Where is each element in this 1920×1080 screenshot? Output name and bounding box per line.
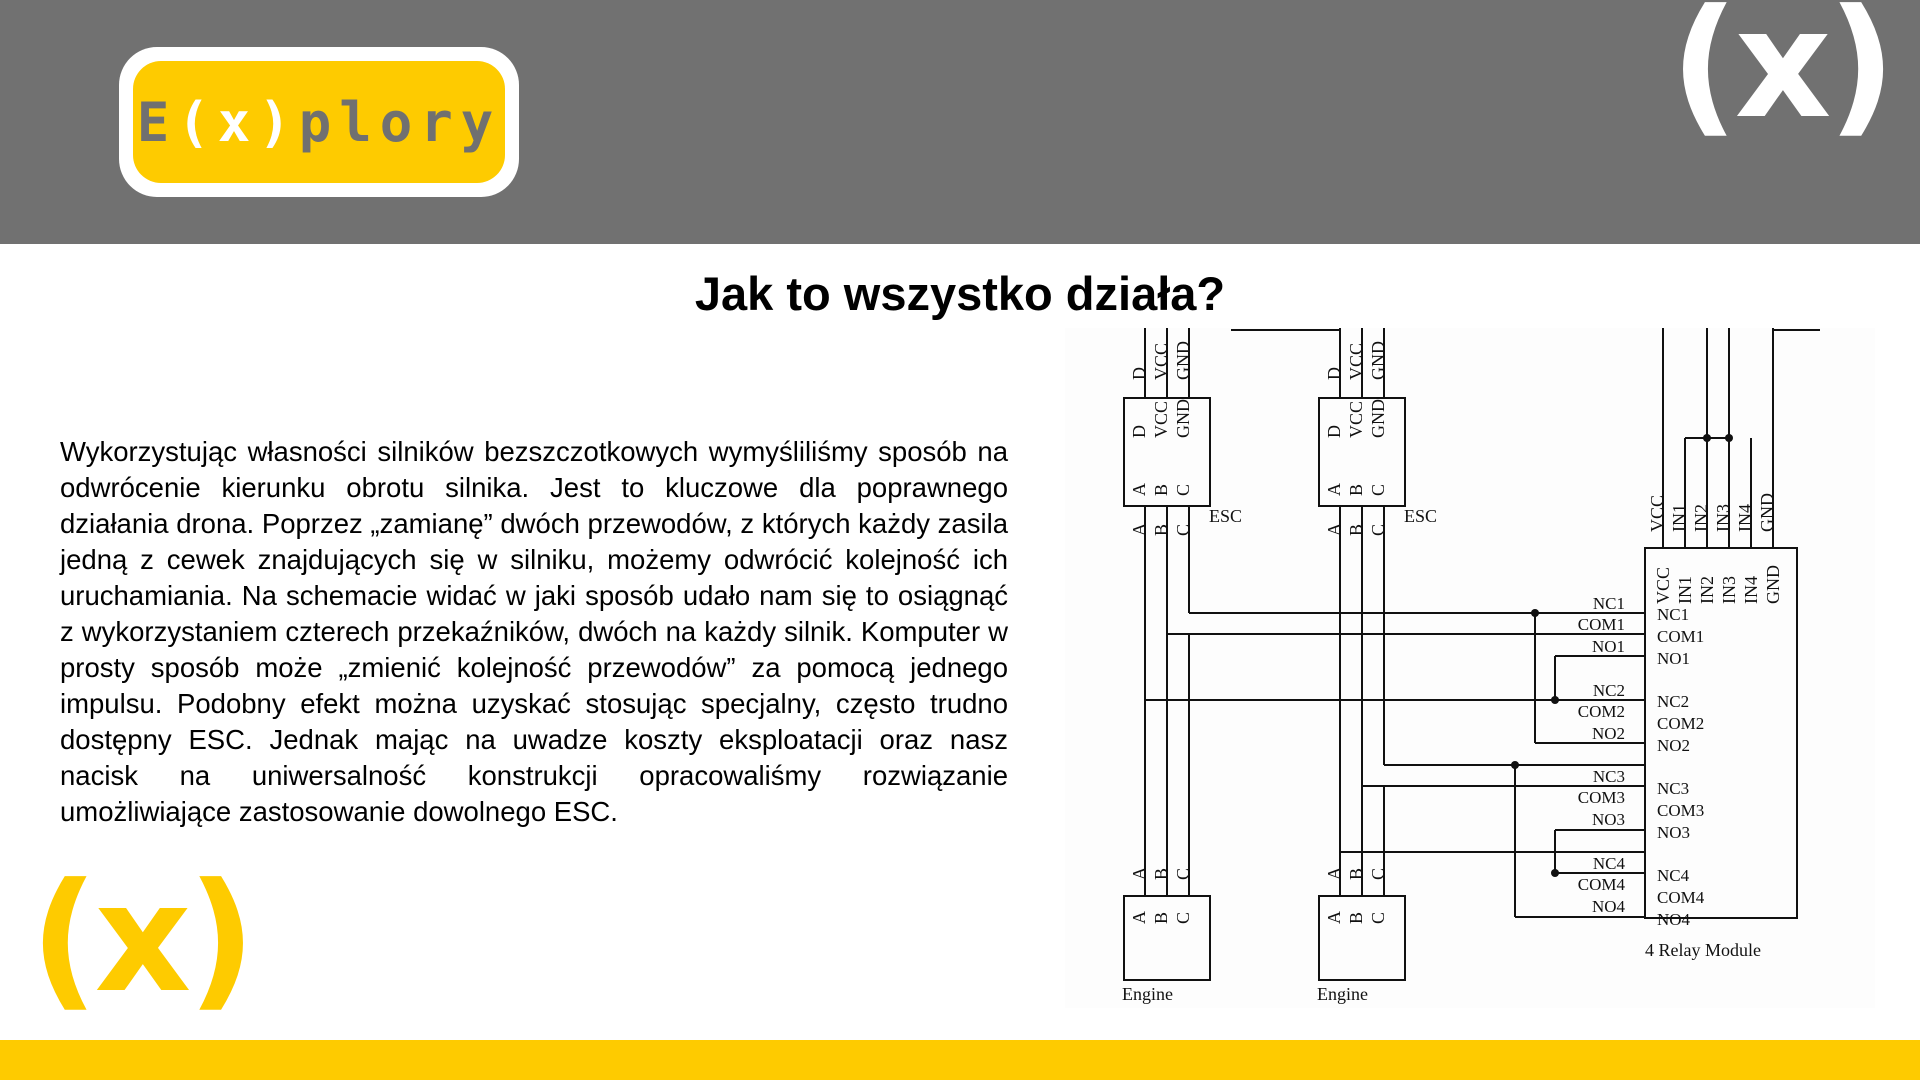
relay-no2: NO2 bbox=[1657, 736, 1691, 755]
relay-in-gnd: GND bbox=[1763, 565, 1783, 604]
relay-no3: NO3 bbox=[1657, 823, 1691, 842]
engine2-label: Engine bbox=[1317, 984, 1368, 1004]
eng1-top-c: C bbox=[1173, 867, 1193, 880]
esc1-in-d: D bbox=[1129, 425, 1149, 438]
description-paragraph: Wykorzystując własności silników bezszczotkowych wymyśliliśmy sposób na odwrócenie kierunku obrotu silnika. Jest to kluczowe dla poprawnego działania drona. Poprzez „zamianę” dwóch przewodów, z których każdy zasila jedną z cewek znajdujących się w silniku, możemy odwrócić kolejność ich uruchamiania. Na schemacie widać w jaki sposób udało nam się to osiągnąć z wykorzystaniem czterech przekaźników, dwóch na każdy silnik. Komputer w prosty sposób może „zmienić kolejność przewodów” za pomocą jednego impulsu. Podobny efekt można uzyskać stosując specjalny, często trudno dostępny ESC. Jednak mając na uwadze koszty eksploatacji oraz nasz nacisk na uniwersalność konstrukcji opracowaliśmy rozwiązanie umożliwiające zastosowanie dowolnego ESC. bbox=[60, 436, 1008, 827]
logo-inner bbox=[133, 61, 505, 183]
wire-no3: NO3 bbox=[1591, 810, 1625, 829]
esc2-pin-d: D bbox=[1324, 367, 1344, 380]
eng1-in-b: B bbox=[1151, 911, 1171, 924]
esc2-in-b: B bbox=[1346, 483, 1366, 496]
eng2-in-b: B bbox=[1346, 911, 1366, 924]
esc2-in-vcc: VCC bbox=[1346, 400, 1366, 438]
esc1-out-a: A bbox=[1129, 523, 1149, 536]
relay-in-in1: IN1 bbox=[1675, 576, 1695, 604]
relay-pin-gnd: GND bbox=[1757, 493, 1777, 532]
relay-in-in2: IN2 bbox=[1697, 576, 1717, 604]
relay-com4: COM4 bbox=[1657, 888, 1705, 907]
esc2-pin-vcc: VCC bbox=[1346, 342, 1366, 380]
wire-nc1: NC1 bbox=[1592, 594, 1625, 613]
engine-1-box bbox=[1124, 896, 1210, 980]
esc2-out-b: B bbox=[1346, 523, 1366, 536]
relay-pin-vcc: VCC bbox=[1647, 494, 1667, 532]
relay-no4: NO4 bbox=[1657, 910, 1691, 929]
esc1-out-b: B bbox=[1151, 523, 1171, 536]
wire-nc2: NC2 bbox=[1592, 681, 1625, 700]
esc1-in-a: A bbox=[1129, 483, 1149, 496]
relay-com1: COM1 bbox=[1657, 627, 1705, 646]
relay-nc4: NC4 bbox=[1657, 866, 1690, 885]
engine1-label: Engine bbox=[1122, 984, 1173, 1004]
esc1-in-vcc: VCC bbox=[1151, 400, 1171, 438]
wire-com4: COM4 bbox=[1577, 875, 1625, 894]
wire-com3: COM3 bbox=[1577, 788, 1625, 807]
esc2-out-a: A bbox=[1324, 523, 1344, 536]
wire-com1: COM1 bbox=[1577, 615, 1625, 634]
esc1-pin-vcc: VCC bbox=[1151, 342, 1171, 380]
esc2-pin-gnd: GND bbox=[1368, 341, 1388, 380]
esc1-pin-gnd: GND bbox=[1173, 341, 1193, 380]
footer-bar bbox=[0, 1040, 1920, 1080]
explory-logo[interactable] bbox=[119, 47, 519, 197]
esc2-label: ESC bbox=[1404, 506, 1438, 526]
engine-2-box bbox=[1319, 896, 1405, 980]
relay-nc3: NC3 bbox=[1657, 779, 1690, 798]
relay-in-vcc: VCC bbox=[1653, 566, 1673, 604]
eng1-in-a: A bbox=[1129, 911, 1149, 924]
eng2-in-c: C bbox=[1368, 911, 1388, 924]
relay-in-in4: IN4 bbox=[1741, 576, 1761, 604]
eng1-top-b: B bbox=[1151, 867, 1171, 880]
eng2-top-b: B bbox=[1346, 867, 1366, 880]
relay-in-in3: IN3 bbox=[1719, 576, 1739, 604]
esc1-pin-d: D bbox=[1129, 367, 1149, 380]
eng2-in-a: A bbox=[1324, 911, 1344, 924]
eng2-top-a: A bbox=[1324, 867, 1344, 880]
brand-mark-bottom: (x) bbox=[30, 852, 252, 1026]
relay-pin-in3: IN3 bbox=[1713, 504, 1733, 532]
relay-pin-in4: IN4 bbox=[1735, 504, 1755, 532]
relay-nc2: NC2 bbox=[1657, 692, 1690, 711]
relay-nc1: NC1 bbox=[1657, 605, 1690, 624]
esc1-out-c: C bbox=[1173, 523, 1193, 536]
wire-no4: NO4 bbox=[1591, 897, 1625, 916]
eng1-top-a: A bbox=[1129, 867, 1149, 880]
relay-no1: NO1 bbox=[1657, 649, 1691, 668]
wire-no2: NO2 bbox=[1591, 724, 1625, 743]
relay-com3: COM3 bbox=[1657, 801, 1705, 820]
relay-pin-in2: IN2 bbox=[1691, 504, 1711, 532]
esc1-label: ESC bbox=[1209, 506, 1243, 526]
esc2-in-c: C bbox=[1368, 483, 1388, 496]
relay-wiring-diagram bbox=[1065, 328, 1875, 1008]
esc1-in-b: B bbox=[1151, 483, 1171, 496]
esc1-in-c: C bbox=[1173, 483, 1193, 496]
eng1-in-c: C bbox=[1173, 911, 1193, 924]
relay-pin-in1: IN1 bbox=[1669, 504, 1689, 532]
wire-no1: NO1 bbox=[1591, 637, 1625, 656]
eng2-top-c: C bbox=[1368, 867, 1388, 880]
esc1-in-gnd: GND bbox=[1173, 399, 1193, 438]
esc2-in-d: D bbox=[1324, 425, 1344, 438]
relay-module-label: 4 Relay Module bbox=[1645, 940, 1761, 960]
relay-com2: COM2 bbox=[1657, 714, 1705, 733]
esc2-out-c: C bbox=[1368, 523, 1388, 536]
wire-nc4: NC4 bbox=[1592, 854, 1625, 873]
brand-mark-top: (x) bbox=[1670, 0, 1892, 152]
esc2-in-a: A bbox=[1324, 483, 1344, 496]
wire-nc3: NC3 bbox=[1592, 767, 1625, 786]
logo-text: E(x)plory bbox=[136, 90, 502, 154]
wire-com2: COM2 bbox=[1577, 702, 1625, 721]
esc2-in-gnd: GND bbox=[1368, 399, 1388, 438]
slide-title: Jak to wszystko działa? bbox=[694, 267, 1226, 320]
